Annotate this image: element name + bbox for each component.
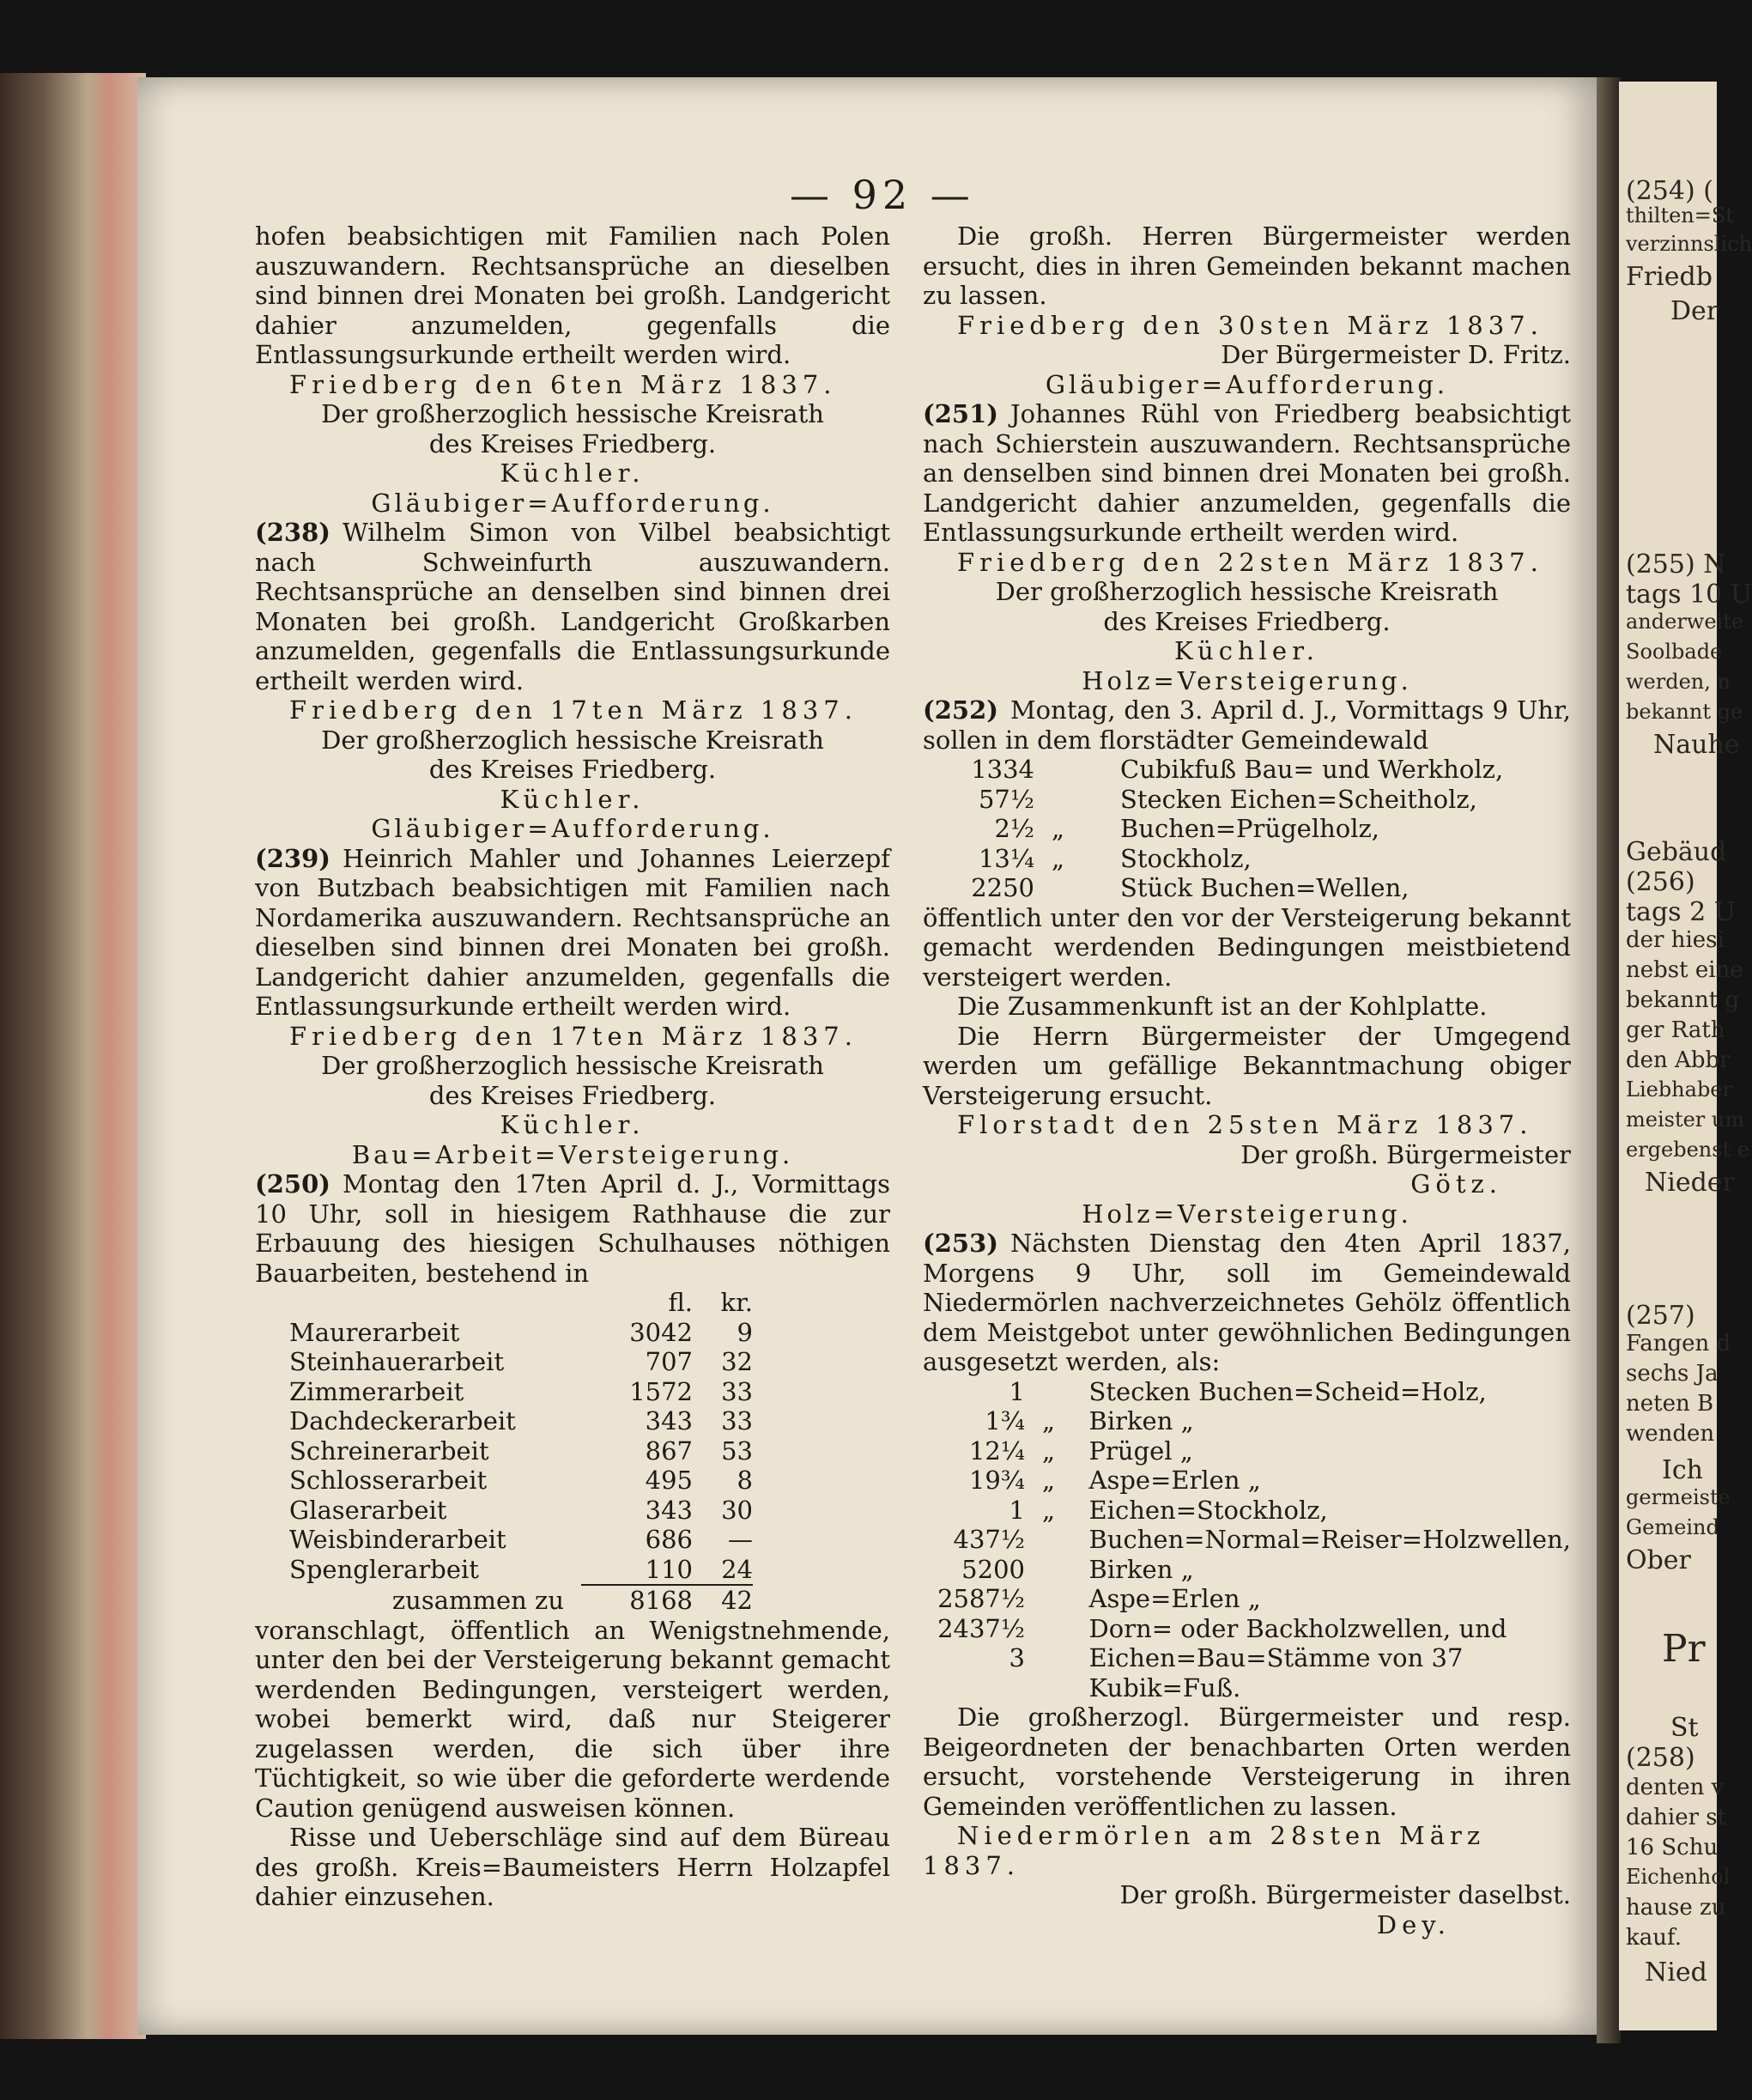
wood-row [923,1377,1571,1407]
wood-ditto: „ [1052,843,1065,873]
fragment: Nied [1645,1957,1707,1988]
fragment: hause zu [1626,1895,1726,1921]
signature-line: Der Bürgermeister D. Fritz. [1221,340,1571,369]
notice-continued: hofen beabsichtigen mit Familien nach Polen auszuwandern. Rechtsansprüche an dieselben sind binnen drei Monaten bei großh. Landgericht dahier anzumelden, gegenfalls die Entlassungsurkunde ertheilt werden wird. [255,222,890,369]
fragment: Fangen d [1626,1331,1731,1357]
fragment: anderweite [1626,610,1744,634]
wood-item: Eichen=Bau=Stämme von 37 Kubik=Fuß. [1088,1643,1464,1702]
notice-heading: Gläubiger=Aufforderung. [371,814,774,843]
notice-heading: Gläubiger=Aufforderung. [1045,369,1449,399]
notice-text: Die großherzogl. Bürgermeister und resp. Beigeordneten der benachbarten Orten werden ersucht, vorstehende Versteigerung in ihren Gemeinden veröffentlichen zu lassen. [923,1702,1571,1821]
notice-number: (253) [923,1229,998,1258]
notice-text: voranschlagt, öffentlich an Wenigstnehmende, unter den bei der Versteigerung bekannt gemacht werdenden Bedingungen, versteigert werden, wobei bemerkt wird, daß nur Steigerer zugelassen werden, die sich über ihre Tüchtigkeit, so wie über die geforderte werdende Caution genügend ausweisen können. [255,1615,890,1823]
cost-kr: 8 [737,1466,753,1495]
cost-row [289,1347,753,1377]
wood-ditto [1042,1525,1089,1555]
fragment: Pr [1662,1627,1706,1671]
cost-item: Maurerarbeit [289,1317,460,1347]
wood-ditto [1052,755,1120,785]
notice-date: Florstadt den 25sten März 1837. [957,1110,1533,1139]
notice-heading: Gläubiger=Aufforderung. [371,488,774,518]
notice-number: (250) [255,1169,330,1199]
cost-row [289,1406,753,1436]
fragment: germeiste [1626,1485,1731,1509]
fragment: (258) [1626,1743,1695,1773]
wood-quantity: 2587½ [937,1584,1025,1613]
cost-fl: 3042 [629,1317,693,1347]
wood-ditto [1042,1643,1089,1702]
wood-ditto [1042,1555,1089,1585]
page-gutter [1597,77,1621,2043]
signature-line: des Kreises Friedberg. [1103,606,1391,636]
fragment: meister um [1626,1108,1745,1132]
notice-date: Friedberg den 22sten März 1837. [957,547,1543,577]
wood-list [923,755,1503,903]
wood-quantity: 13¼ [978,843,1034,873]
notice-date: Friedberg den 30sten März 1837. [957,310,1543,340]
cost-item: Schreinerarbeit [289,1435,489,1466]
fragment: (256) [1626,867,1695,897]
fragment: Nieder [1645,1168,1735,1198]
cost-item: Schlosserarbeit [289,1466,488,1495]
notice-text: Risse und Ueberschläge sind auf dem Büreau des großh. Kreis=Baumeisters Herrn Holzapfel dahier einzusehen. [255,1823,890,1911]
cost-row [289,1377,753,1407]
wood-row [923,814,1503,844]
fragment: bekannt ge [1626,700,1743,724]
wood-quantity: 1334 [971,755,1034,784]
signature-name: Küchler. [1174,636,1319,665]
wood-row [923,873,1503,903]
fragment: der hiesi [1626,927,1725,953]
wood-row [923,1555,1571,1585]
wood-ditto: „ [1041,1435,1056,1466]
fragment: tags 2 U [1626,897,1736,927]
notice-number: (252) [923,695,998,725]
wood-quantity: 437½ [953,1525,1025,1554]
fragment: werden, n [1626,670,1731,694]
signature-line: Der großherzoglich hessische Kreisrath [321,399,824,428]
wood-ditto: „ [1052,814,1065,843]
signature-name: Götz. [1410,1169,1502,1199]
notice-heading: Holz=Versteigerung. [1082,665,1412,695]
wood-ditto [1042,1584,1089,1614]
wood-row [923,1466,1571,1496]
wood-row [923,1614,1571,1644]
fragment: (257) [1626,1301,1695,1331]
wood-item: Stück Buchen=Wellen, [1120,873,1409,902]
wood-item: Aspe=Erlen „ [1088,1466,1261,1495]
notice-number: (251) [923,399,998,428]
fragment: Der [1670,296,1719,326]
fragment: Gebäud [1626,837,1727,867]
wood-quantity: 1 [1009,1495,1025,1525]
notice-date: Niedermörlen am 28sten März 1837. [923,1821,1486,1880]
signature-name: Küchler. [500,784,646,814]
cost-total-label: zusammen zu [391,1585,564,1615]
fragment: verzinnslich [1626,232,1752,256]
fragment: ergebenst e [1626,1138,1750,1162]
wood-list [923,1377,1571,1703]
cost-item: Spenglerarbeit [289,1555,479,1584]
cost-kr: — [728,1525,753,1554]
fragment: tags 10 U [1626,580,1752,610]
notice-text: Montag, den 3. April d. J., Vormittags 9 Uhr, sollen in dem florstädter Gemeindewald [923,695,1571,755]
wood-item: Aspe=Erlen „ [1088,1584,1261,1613]
notice-text: Johannes Rühl von Friedberg beabsichtigt nach Schierstein auszuwandern. Rechtsansprüche an denselben sind binnen drei Monaten bei großh. Landgericht dahier anzumelden, gegenfalls die Entlassungsurkunde ertheilt werden wird. [923,399,1571,547]
cost-total-kr: 42 [693,1585,753,1616]
wood-row [923,1436,1571,1466]
cost-fl: 110 [645,1554,693,1584]
cost-fl: 686 [645,1525,693,1554]
fragment: Gemeind [1626,1515,1719,1539]
fragment: Eichenhol [1626,1865,1731,1889]
wood-row [923,755,1503,785]
wood-ditto [1052,785,1120,815]
wood-item: Cubikfuß Bau= und Werkholz, [1120,755,1504,784]
cost-kr: 33 [721,1406,753,1435]
wood-ditto [1042,1614,1089,1644]
cost-row [289,1496,753,1526]
page-number: — 92 — [790,172,975,218]
fragment: Nauhe [1653,730,1740,760]
fragment: dahier st [1626,1805,1727,1830]
wood-item: Prügel „ [1088,1435,1193,1466]
cost-row [289,1555,753,1586]
cost-total-row [289,1585,753,1616]
cost-row [289,1466,753,1496]
fragment: thilten=St [1626,203,1734,228]
wood-ditto [1052,873,1120,903]
wood-quantity: 2437½ [937,1613,1025,1643]
book-edge [0,73,146,2039]
cost-kr: 32 [721,1347,753,1376]
wood-row [923,785,1503,815]
signature-name: Dey. [1376,1909,1451,1939]
cost-row [289,1318,753,1348]
wood-item: Buchen=Prügelholz, [1120,814,1380,843]
cost-row [289,1525,753,1555]
cost-fl: 867 [645,1435,693,1466]
right-column [923,222,1571,1939]
cost-fl: 343 [645,1406,693,1435]
notice-text: Nächsten Dienstag den 4ten April 1837, Morgens 9 Uhr, soll im Gemeindewald Niedermörlen nachverzeichnetes Gehölz öffentlich dem Meistgebot unter gewöhnlichen Bedingungen ausgesetzt werden, als: [923,1229,1571,1376]
fragment: kauf. [1626,1925,1682,1951]
wood-item: Stecken Eichen=Scheitholz, [1120,784,1477,814]
fragment: 16 Schu [1626,1835,1719,1860]
signature-line: Der großherzoglich hessische Kreisrath [321,1051,824,1080]
notice-date: Friedberg den 17ten März 1837. [289,1021,858,1051]
notice-date: Friedberg den 17ten März 1837. [289,695,858,725]
signature-line: Der großh. Bürgermeister [1240,1139,1571,1169]
wood-row [923,844,1503,874]
cost-header-fl: fl. [668,1288,693,1317]
signature-line: Der großherzoglich hessische Kreisrath [995,577,1499,606]
fragment: sechs Ja [1626,1361,1719,1387]
cost-item: Glaserarbeit [289,1495,447,1525]
cost-kr: 24 [721,1554,753,1584]
wood-item: Birken „ [1088,1554,1194,1584]
cost-item: Dachdeckerarbeit [289,1406,516,1435]
wood-item: Stockholz, [1120,843,1252,873]
notice-heading: Bau=Arbeit=Versteigerung. [351,1139,794,1169]
cost-fl: 343 [645,1495,693,1525]
fragment: Friedb [1626,262,1713,292]
wood-item: Stecken Buchen=Scheid=Holz, [1088,1376,1487,1406]
fragment: nebst eine [1626,957,1743,983]
wood-ditto: „ [1041,1406,1056,1435]
cost-item: Zimmerarbeit [289,1376,464,1406]
fragment: (254) ( [1626,176,1713,206]
fragment: Ober [1626,1545,1691,1575]
fragment: Liebhaber [1626,1077,1732,1102]
cost-header-kr: kr. [720,1288,753,1317]
notice-text: Die Zusammenkunft ist an der Kohlplatte. [957,992,1488,1021]
fragment: denten v [1626,1775,1725,1800]
wood-item: Birken „ [1088,1406,1194,1435]
notice-text: Heinrich Mahler und Johannes Leierzepf von Butzbach beabsichtigen mit Familien nach Nordamerika auszuwandern. Rechtsansprüche an dieselben sind binnen drei Monaten bei großh. Landgericht dahier anzumelden, gegenfalls die Entlassungsurkunde ertheilt werden wird. [255,843,890,1021]
wood-row [923,1525,1571,1555]
cost-kr: 53 [721,1435,753,1466]
notice-heading: Holz=Versteigerung. [1082,1199,1412,1229]
wood-ditto: „ [1041,1495,1056,1525]
fragment: ger Rath [1626,1017,1725,1043]
cost-fl: 707 [645,1347,693,1376]
wood-row [923,1643,1571,1702]
cost-kr: 30 [721,1495,753,1525]
cost-kr: 33 [721,1376,753,1406]
fragment: Ich [1662,1455,1703,1485]
signature-name: Küchler. [500,458,646,488]
cost-item: Weisbinderarbeit [289,1525,506,1554]
fragment: wenden [1626,1421,1715,1447]
wood-quantity: 2½ [994,814,1034,843]
signature-line: des Kreises Friedberg. [428,1080,717,1110]
signature-line: Der großh. Bürgermeister daselbst. [1119,1880,1571,1909]
notice-number: (239) [255,843,330,873]
cost-kr: 9 [737,1317,753,1347]
cost-fl: 1572 [629,1376,693,1406]
wood-item: Dorn= oder Backholzwellen, und [1088,1613,1507,1643]
notice-date: Friedberg den 6ten März 1837. [289,369,837,399]
cost-row [289,1436,753,1466]
wood-row [923,1584,1571,1614]
wood-quantity: 5200 [961,1554,1025,1584]
wood-quantity: 1¾ [985,1406,1025,1435]
wood-quantity: 57½ [978,784,1034,814]
notice-text: Wilhelm Simon von Vilbel beabsichtigt nach Schweinfurth auszuwandern. Rechtsansprüche an denselben sind binnen drei Monaten bei großh. Landgericht Großkarben anzumelden, gegenfalls die Entlassungsurkunde ertheilt werden wird. [255,518,890,695]
wood-ditto [1042,1377,1089,1407]
cost-fl: 495 [645,1466,693,1495]
wood-row [923,1406,1571,1436]
wood-quantity: 19¾ [968,1466,1025,1495]
wood-quantity: 1 [1009,1376,1025,1406]
wood-quantity: 12¼ [968,1435,1025,1466]
wood-item: Eichen=Stockholz, [1088,1495,1328,1525]
signature-name: Küchler. [500,1110,646,1139]
cost-table [289,1288,753,1616]
fragment: neten B [1626,1391,1714,1417]
notice-text: Die großh. Herren Bürgermeister werden ersucht, dies in ihren Gemeinden bekannt machen zu lassen. [923,222,1571,310]
fragment: den Abbr [1626,1047,1731,1073]
signature-line: Der großherzoglich hessische Kreisrath [321,725,824,755]
left-column [255,222,890,1912]
wood-quantity: 3 [1009,1643,1025,1672]
fragment: bekannt g [1626,987,1740,1013]
next-page-strip [1619,82,1752,2030]
notice-text: Montag den 17ten April d. J., Vormittags 10 Uhr, soll in hiesigem Rathhause die zur Erbauung des hiesigen Schulhauses nöthigen Bauarbeiten, bestehend in [255,1169,890,1288]
wood-row [923,1496,1571,1526]
fragment: (255) N [1626,549,1726,580]
cost-total-fl: 8168 [581,1585,693,1616]
notice-text: öffentlich unter den vor der Versteigerung bekannt gemacht werdenden Bedingungen meistbietend versteigert werden. [923,902,1571,992]
signature-line: des Kreises Friedberg. [428,755,717,784]
signature-line: des Kreises Friedberg. [428,428,717,458]
cost-item: Steinhauerarbeit [289,1347,505,1376]
wood-ditto: „ [1041,1466,1056,1495]
fragment: St [1670,1713,1699,1743]
notice-text: Die Herrn Bürgermeister der Umgegend werden um gefällige Bekanntmachung obiger Versteigerung ersucht. [923,1021,1571,1110]
wood-quantity: 2250 [971,873,1034,902]
notice-number: (238) [255,518,330,547]
wood-item: Buchen=Normal=Reiser=Holzwellen, [1088,1525,1571,1554]
fragment: Soolbade [1626,640,1723,664]
